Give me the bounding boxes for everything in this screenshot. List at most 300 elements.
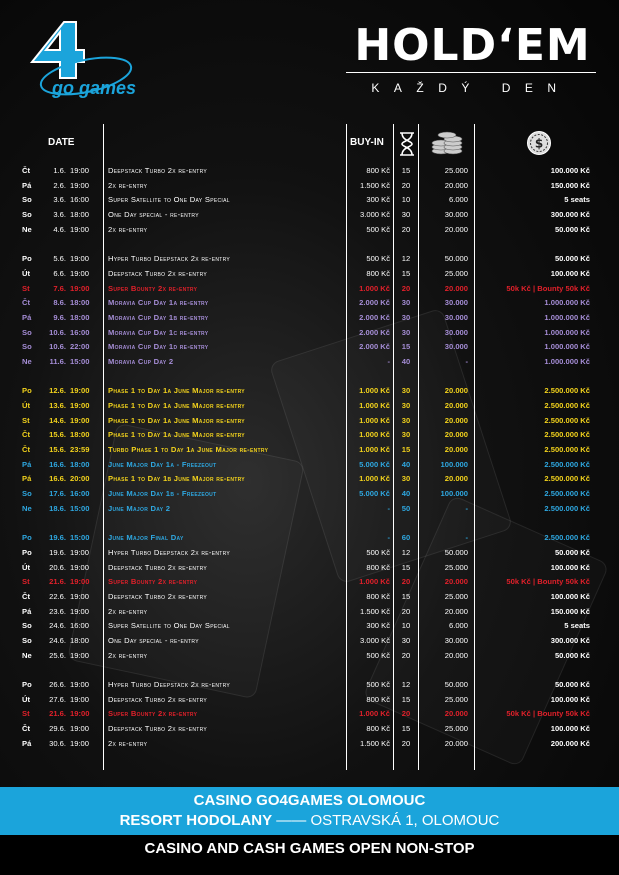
cell-prize: 1.000.000 Kč [544,356,590,366]
cell-day: Po [22,533,32,543]
row-spacer [0,237,619,252]
cell-stack: 20.000 [444,650,468,660]
cell-event: Phase 1 to Day 1a June Major re-entry [108,401,245,410]
cell-prize: 50.000 Kč [554,680,590,690]
cell-prize: 50k Kč | Bounty 50k Kč [506,709,590,719]
cell-prize: 5 seats [564,195,590,205]
cell-buyin: 1.000 Kč [359,386,390,396]
cell-time: 23:59 [70,445,90,455]
cell-levels: 30 [401,327,411,337]
cell-date: 7.6. [53,283,66,293]
cell-buyin: 2.000 Kč [359,342,390,352]
table-row [0,252,619,267]
venue-street: OSTRAVSKÁ 1, OLOMOUC [310,812,500,829]
cell-prize: 200.000 Kč [550,738,590,748]
table-row [0,590,619,605]
table-row [0,384,619,399]
title-divider [346,72,596,73]
cell-event: Hyper Turbo Deepstack 2x re-entry [108,254,231,264]
table-row [0,208,619,223]
cell-stack: 20.000 [444,180,468,190]
cell-stack: 20.000 [444,430,468,440]
cell-date: 16.6. [49,474,66,484]
cell-time: 20:00 [70,474,90,484]
cell-event: Deepstack Turbo 2x re-entry [108,166,208,175]
cell-time: 18:00 [70,430,90,440]
venue-address [0,812,619,829]
cell-time: 19:00 [70,547,90,557]
cell-time: 19:00 [70,738,90,748]
cell-time: 19:00 [70,386,90,396]
cell-buyin: 800 Kč [366,166,390,175]
cell-buyin: 3.000 Kč [360,636,390,645]
cell-time: 19:00 [70,591,90,601]
cell-levels: 20 [401,180,411,190]
cell-levels: 15 [401,268,411,278]
cell-day: Po [22,680,32,690]
page-title: HOLD‘EM [354,20,591,71]
cell-day: St [22,415,30,425]
cell-buyin: 1.500 Kč [360,738,390,748]
cell-prize: 2.500.000 Kč [544,474,590,484]
cell-stack: 25.000 [444,724,468,734]
table-row [0,340,619,355]
cell-time: 18:00 [70,459,90,469]
cell-event: 2x re-entry [108,224,148,234]
cell-buyin: 1.000 Kč [359,577,390,587]
table-row [0,546,619,561]
cell-stack: 25.000 [444,694,468,704]
cell-prize: 100.000 Kč [550,724,590,734]
cell-day: So [22,636,32,645]
cell-stack: 50.000 [444,680,468,690]
cell-day: Pá [22,606,32,616]
table-row [0,575,619,590]
table-row [0,282,619,297]
cell-stack: 25.000 [444,562,468,572]
cell-levels: 20 [401,577,411,587]
cell-buyin: 1.000 Kč [359,474,390,484]
cell-prize: 2.500.000 Kč [544,503,590,513]
cell-time: 15:00 [70,356,90,366]
cell-day: St [22,577,30,587]
table-row [0,355,619,370]
cell-stack: 50.000 [444,254,468,264]
cell-time: 19:00 [70,680,90,690]
cell-buyin: - [387,356,390,366]
cell-stack: 20.000 [444,415,468,425]
chips-icon [430,130,464,156]
cell-day: Pá [22,474,32,484]
cell-buyin: 300 Kč [366,621,390,631]
cell-day: St [22,283,30,293]
cell-stack: 20.000 [444,224,468,234]
cell-levels: 30 [401,298,411,308]
cell-levels: 60 [401,533,411,543]
cell-event: One Day special - re-entry [108,210,199,220]
cell-prize: 100.000 Kč [550,591,590,601]
cell-time: 15:00 [70,503,90,513]
cell-levels: 10 [401,621,411,631]
cell-event: Deepstack Turbo 2x re-entry [108,694,208,704]
cell-date: 19.6. [49,547,66,557]
cell-time: 22:00 [70,342,90,352]
table-row [0,707,619,722]
cell-buyin: 500 Kč [366,650,390,660]
cell-buyin: 500 Kč [366,547,390,557]
cell-date: 9.6. [53,312,66,322]
cell-prize: 2.500.000 Kč [544,445,590,455]
cell-time: 19:00 [70,577,90,587]
cell-date: 26.6. [49,680,66,690]
cell-event: June Major Day 2 [108,503,171,513]
cell-date: 11.6. [49,356,66,366]
cell-prize: 2.500.000 Kč [544,401,590,410]
table-row [0,326,619,341]
table-row [0,458,619,473]
cell-levels: 40 [401,489,411,499]
table-row [0,561,619,576]
cell-prize: 1.000.000 Kč [544,312,590,322]
cell-prize: 50.000 Kč [554,650,590,660]
cell-buyin: 2.000 Kč [359,298,390,308]
row-spacer [0,370,619,385]
cell-levels: 15 [401,694,411,704]
cell-event: Super Satellite to One Day Special [108,621,230,631]
cell-prize: 2.500.000 Kč [544,459,590,469]
cell-prize: 2.500.000 Kč [544,489,590,499]
cell-buyin: 1.000 Kč [359,445,390,455]
cell-time: 19:00 [70,694,90,704]
cell-stack: 20.000 [444,386,468,396]
cell-day: So [22,327,32,337]
cell-prize: 300.000 Kč [550,210,590,220]
cell-time: 19:00 [70,415,90,425]
cell-levels: 30 [401,474,411,484]
cell-levels: 15 [401,562,411,572]
cell-date: 18.6. [49,503,66,513]
cell-day: Po [22,547,32,557]
cell-day: Út [22,562,31,572]
cell-date: 15.6. [49,445,66,455]
cell-date: 15.6. [49,430,66,440]
table-row [0,311,619,326]
cell-date: 6.6. [53,268,66,278]
cell-levels: 30 [401,636,411,645]
table-row [0,737,619,752]
cell-date: 13.6. [49,401,66,410]
cell-event: Phase 1 to Day 1a June Major re-entry [108,430,245,440]
row-spacer [0,663,619,678]
cell-date: 10.6. [49,342,66,352]
cell-time: 16:00 [70,195,90,205]
cell-event: Moravia Cup Day 1a re-entry [108,298,209,308]
cell-event: Hyper Turbo Deepstack 2x re-entry [108,680,231,690]
cell-levels: 30 [401,386,411,396]
cell-event: Super Bounty 2x re-entry [108,283,198,293]
venue-name: CASINO GO4GAMES OLOMOUC [193,792,426,809]
cell-event: Super Bounty 2x re-entry [108,577,198,587]
cell-day: Pá [22,459,32,469]
cell-date: 30.6. [49,738,66,748]
cell-time: 16:00 [70,621,90,631]
table-row [0,487,619,502]
cell-prize: 50.000 Kč [554,254,590,264]
cell-prize: 50k Kč | Bounty 50k Kč [506,577,590,587]
venue-resort: RESORT HODOLANY [119,812,273,829]
cell-buyin: 800 Kč [366,562,390,572]
table-row [0,296,619,311]
cell-buyin: 5.000 Kč [359,489,390,499]
cell-time: 19:00 [70,166,90,175]
table-row [0,428,619,443]
cell-prize: 1.000.000 Kč [544,342,590,352]
cell-buyin: 2.000 Kč [359,312,390,322]
cell-stack: 30.000 [444,298,468,308]
cell-buyin: 1.000 Kč [359,283,390,293]
cell-time: 19:00 [70,283,90,293]
cell-buyin: 800 Kč [366,268,390,278]
cell-time: 19:00 [70,709,90,719]
cell-date: 25.6. [49,650,66,660]
cell-day: Út [22,401,31,410]
go4games-logo [24,18,136,98]
cell-stack: 20.000 [444,283,468,293]
cell-buyin: 1.500 Kč [360,180,390,190]
cell-levels: 30 [401,415,411,425]
column-header-date: DATE [48,137,75,148]
cell-levels: 12 [401,254,411,264]
cell-date: 29.6. [49,724,66,734]
cell-day: Ne [22,650,32,660]
cell-day: So [22,489,32,499]
cell-event: June Major Final Day [108,533,184,543]
cell-levels: 10 [401,195,411,205]
cell-stack: 30.000 [444,327,468,337]
cell-buyin: 500 Kč [366,680,390,690]
cell-buyin: 1.000 Kč [359,401,390,410]
cell-time: 19:00 [70,180,90,190]
cell-date: 3.6. [53,210,66,220]
cell-buyin: 1.000 Kč [359,415,390,425]
cell-date: 17.6. [49,489,66,499]
table-row [0,472,619,487]
cell-day: Čt [22,166,31,175]
table-row [0,722,619,737]
cell-date: 24.6. [49,636,66,645]
cell-stack: - [465,503,468,513]
cell-levels: 15 [401,445,411,455]
cell-event: Super Bounty 2x re-entry [108,709,198,719]
cell-day: Čt [22,430,31,440]
cell-time: 19:00 [70,254,90,264]
cell-buyin: 5.000 Kč [359,459,390,469]
cell-date: 19.6. [49,533,66,543]
cell-day: So [22,210,32,220]
cell-buyin: 800 Kč [366,724,390,734]
cell-time: 19:00 [70,724,90,734]
table-row [0,678,619,693]
cell-event: 2x re-entry [108,650,148,660]
cell-stack: 6.000 [448,621,468,631]
cell-levels: 15 [401,724,411,734]
cell-event: Moravia Cup Day 1c re-entry [108,327,209,337]
cell-day: Ne [22,503,32,513]
cell-day: Po [22,254,32,264]
table-row [0,414,619,429]
table-row [0,693,619,708]
cell-date: 4.6. [53,224,66,234]
cell-date: 22.6. [49,591,66,601]
cell-prize: 50k Kč | Bounty 50k Kč [506,283,590,293]
cell-event: June Major Day 1b - Freezeout [108,489,217,499]
table-row [0,193,619,208]
cell-prize: 150.000 Kč [550,606,590,616]
cell-buyin: 500 Kč [366,254,390,264]
cell-prize: 2.500.000 Kč [544,430,590,440]
cell-stack: 50.000 [444,547,468,557]
cell-stack: 30.000 [444,342,468,352]
cell-event: Turbo Phase 1 to Day 1a June Major re-entry [108,445,269,455]
cell-levels: 30 [401,430,411,440]
cell-buyin: 300 Kč [366,195,390,205]
cell-date: 16.6. [49,459,66,469]
cell-event: Super Satellite to One Day Special [108,195,230,205]
cell-event: Moravia Cup Day 1d re-entry [108,342,209,352]
table-row [0,502,619,517]
cell-event: Hyper Turbo Deepstack 2x re-entry [108,547,231,557]
cell-prize: 2.500.000 Kč [544,386,590,396]
hourglass-icon [397,131,417,157]
cell-levels: 40 [401,459,411,469]
cell-date: 2.6. [53,180,66,190]
cell-time: 15:00 [70,533,90,543]
cell-levels: 20 [401,650,411,660]
cell-event: 2x re-entry [108,606,148,616]
cell-day: St [22,709,30,719]
cell-buyin: - [387,503,390,513]
cell-prize: 50.000 Kč [554,547,590,557]
cell-time: 19:00 [70,401,90,410]
cell-prize: 1.000.000 Kč [544,298,590,308]
cell-time: 19:00 [70,562,90,572]
cell-levels: 30 [401,401,411,410]
cell-buyin: 500 Kč [366,224,390,234]
cell-stack: 30.000 [444,636,468,645]
table-row [0,649,619,664]
cell-date: 10.6. [49,327,66,337]
cell-stack: 20.000 [444,445,468,455]
cell-levels: 20 [401,738,411,748]
cell-stack: 30.000 [444,210,468,220]
cell-date: 23.6. [49,606,66,616]
cell-stack: 20.000 [444,709,468,719]
cell-date: 20.6. [49,562,66,572]
cell-event: One Day special - re-entry [108,636,199,645]
cell-day: So [22,195,32,205]
cell-stack: 20.000 [444,577,468,587]
cell-time: 19:00 [70,268,90,278]
cell-date: 5.6. [53,254,66,264]
cell-levels: 20 [401,606,411,616]
cell-levels: 20 [401,283,411,293]
cell-day: So [22,342,32,352]
table-row [0,634,619,649]
cell-time: 16:00 [70,327,90,337]
cell-prize: 100.000 Kč [550,166,590,175]
cell-day: Út [22,268,31,278]
cell-date: 27.6. [49,694,66,704]
cell-levels: 12 [401,547,411,557]
table-row [0,605,619,620]
cell-event: Moravia Cup Day 1b re-entry [108,312,209,322]
cell-buyin: 1.000 Kč [359,709,390,719]
table-row [0,443,619,458]
dollar-coin-icon [526,130,552,156]
cell-prize: 150.000 Kč [550,180,590,190]
cell-event: Moravia Cup Day 2 [108,356,174,366]
cell-levels: 15 [401,166,411,175]
cell-levels: 50 [401,503,411,513]
page-subtitle: KAŽDÝ DEN [371,81,571,95]
cell-buyin: 2.000 Kč [359,327,390,337]
cell-time: 18:00 [70,210,90,220]
svg-text:$: $ [534,136,544,151]
cell-day: Pá [22,312,32,322]
cell-levels: 30 [401,210,411,220]
cell-event: Phase 1 to Day 1a June Major re-entry [108,386,245,396]
cell-event: Phase 1 to Day 1a June Major re-entry [108,415,245,425]
cell-stack: 30.000 [444,312,468,322]
venue-banner [0,787,619,835]
cell-time: 18:00 [70,636,90,645]
cell-day: Út [22,694,31,704]
cell-prize: 100.000 Kč [550,562,590,572]
cell-date: 3.6. [53,195,66,205]
cell-event: 2x re-entry [108,738,148,748]
cell-prize: 2.500.000 Kč [544,415,590,425]
cell-event: June Major Day 1a - Freezeout [108,459,217,469]
cell-stack: 20.000 [444,738,468,748]
cell-event: Deepstack Turbo 2x re-entry [108,591,208,601]
cell-prize: 50.000 Kč [554,224,590,234]
cell-date: 21.6. [49,709,66,719]
cell-date: 1.6. [53,166,66,175]
cell-day: Čt [22,724,31,734]
cell-buyin: 1.500 Kč [360,606,390,616]
column-header-buyin: BUY-IN [350,137,384,148]
row-spacer [0,517,619,532]
cell-prize: 2.500.000 Kč [544,533,590,543]
cell-date: 21.6. [49,577,66,587]
cell-stack: 100.000 [440,489,468,499]
cell-time: 19:00 [70,224,90,234]
cell-date: 14.6. [49,415,66,425]
cell-event: 2x re-entry [108,180,148,190]
cell-levels: 12 [401,680,411,690]
cell-time: 18:00 [70,298,90,308]
cell-day: Pá [22,738,32,748]
cell-time: 19:00 [70,606,90,616]
open-hours-text: CASINO AND CASH GAMES OPEN NON-STOP [144,840,475,857]
cell-prize: 100.000 Kč [550,694,590,704]
cell-stack: 20.000 [444,474,468,484]
cell-stack: 6.000 [448,195,468,205]
cell-levels: 20 [401,709,411,719]
cell-stack: 20.000 [444,401,468,410]
cell-levels: 20 [401,224,411,234]
table-row [0,223,619,238]
